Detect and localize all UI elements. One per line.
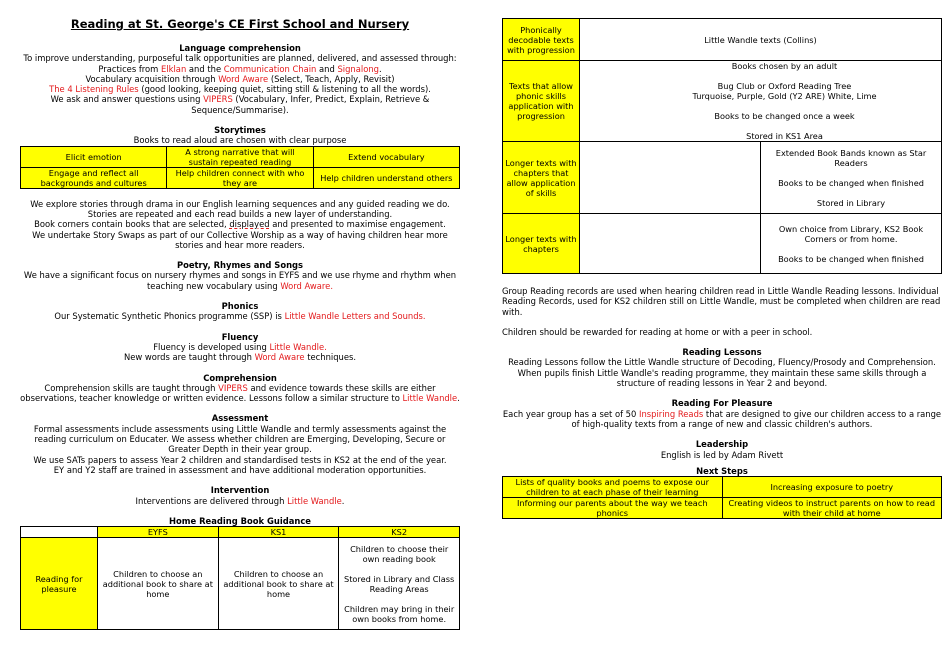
table-cell: A strong narrative that will sustain repeated reading [167,146,313,167]
table-cell [21,527,98,538]
language-line: Vocabulary acquisition through Word Aware (Select, Teach, Apply, Revisit) [85,73,395,84]
table-cell: Help children connect with who they are [167,167,313,188]
home-reading-section [20,516,460,630]
rewarded-text: Children should be rewarded for reading at home or with a peer in school. [502,326,813,337]
little-wandle-link[interactable]: Little Wandle [287,495,342,506]
language-section [20,43,460,115]
phonics-text: Our Systematic Synthetic Phonics programme (SSP) is Little Wandle Letters and Sounds. [54,311,426,322]
table-cell: Extend vocabulary [313,146,459,167]
home-reading-table [20,526,460,630]
listening-rules-link[interactable]: The 4 Listening Rules [49,84,139,95]
table-cell: Little Wandle texts (Collins) [580,19,942,61]
language-heading: Language comprehension [179,43,301,53]
next-steps-table [502,476,942,519]
group-reading-text: Group Reading records are used when hearing children read in Little Wandle Reading lessons. Individual Reading Records, used for KS2 children still on Little Wandle, must be completed when children are read with. [502,286,941,317]
comprehension-text: Comprehension skills are taught through VIPERS and evidence towards these skills are either observations, teacher knowledge or written evidence. Lessons follow a similar structure to Little Wandle. [20,382,460,404]
table-row-label: Longer texts with chapters that allow application of skills [503,142,580,214]
word-aware-link[interactable]: Word Aware. [280,280,333,291]
table-cell: Children to choose their own reading book Stored in Library and Class Reading Areas Children may bring in their own books from home. [339,538,460,630]
intervention-section [20,485,460,506]
storytimes-text: We undertake Story Swaps as part of our Collective Worship as a way of having children hear more stories and hear more readers. [32,229,448,250]
table-header: KS1 [218,527,339,538]
elklan-link[interactable]: Elklan [161,63,187,74]
table-cell [580,142,761,214]
pleasure-section [502,398,942,429]
table-cell [580,214,761,274]
leadership-heading: Leadership [695,439,749,450]
storytimes-section [20,125,460,250]
book-table [502,18,942,274]
storytimes-text: We explore stories through drama in our English learning sequences and any guided reading we do. [30,198,450,209]
table-header: EYFS [98,527,219,538]
language-line: The 4 Listening Rules (good looking, keeping quiet, sitting still & listening to all the words). [49,84,431,95]
leadership-section [502,439,942,460]
storytimes-text: Book corners contain books that are selected, displayed and presented to maximise engagement. [34,219,446,230]
little-wandle-link[interactable]: Little Wandle [402,393,458,404]
poetry-text: We have a significant focus on nursery rhymes and songs in EYFS and we use rhyme and rhythm when teaching new vocabulary using Word Aware. [23,270,457,291]
home-reading-heading: Home Reading Book Guidance [169,515,311,526]
pleasure-heading: Reading For Pleasure [671,398,773,409]
table-cell: Own choice from Library, KS2 Book Corners or from home. Books to be changed when finished [761,214,942,274]
table-cell: Extended Book Bands known as Star Readers Books to be changed when finished Stored in Library [761,142,942,214]
signalong-link[interactable]: Signalong [337,63,379,74]
assessment-text: EY and Y2 staff are trained in assessment and have additional moderation opportunities. [53,464,427,475]
leadership-text: English is led by Adam Rivett [660,449,784,460]
little-wandle-link[interactable]: Little Wandle. [269,341,327,352]
inspiring-reads-link[interactable]: Inspiring Reads [639,408,704,419]
storytimes-heading: Storytimes [214,125,266,136]
reading-lessons-heading: Reading Lessons [682,347,762,358]
phonics-section [20,301,460,322]
left-column [20,0,460,630]
table-cell: Elicit emotion [21,146,167,167]
comprehension-heading: Comprehension [203,372,277,383]
fluency-text: New words are taught through Word Aware techniques. [123,352,357,363]
word-aware-link[interactable]: Word Aware [254,352,305,363]
table-row-label: Phonically decodable texts with progression [503,19,580,61]
storytimes-text: Stories are repeated and each read builds a new layer of understanding. [87,208,393,219]
language-line: To improve understanding, purposeful talk opportunities are planned, delivered, and assessed through: [23,53,457,64]
word-aware-link[interactable]: Word Aware [218,73,269,84]
table-cell: Help children understand others [313,167,459,188]
fluency-heading: Fluency [221,331,259,342]
next-steps-heading: Next Steps [696,465,748,476]
assessment-heading: Assessment [211,413,269,424]
communication-chain-link[interactable]: Communication Chain [223,63,317,74]
vipers-link[interactable]: VIPERS [218,382,248,393]
assessment-text: Formal assessments include assessments using Little Wandle and termly assessments against the reading curriculum on Educater. We assess whether children are Emerging, Developing, Secure or Greater Depth in their year group. [33,423,447,455]
reading-lessons-text: Reading Lessons follow the Little Wandle structure of Decoding, Fluency/Prosody and Comprehension. When pupils finish Little Wandle's reading programme, they maintain these same skills through a structure of reading lessons in Year 2 and beyond. [508,357,936,389]
fluency-text: Fluency is developed using Little Wandle. [153,341,327,352]
table-cell: Lists of quality books and poems to expose our children to at each phase of their learning [503,477,723,498]
pleasure-text: Each year group has a set of 50 Inspiring Reads that are designed to give our children access to a range of high-quality texts from a range of new and classic children's authors. [502,408,942,429]
table-cell: Creating videos to instruct parents on how to read with their child at home [722,498,942,519]
comprehension-section [20,373,460,404]
intervention-text: Interventions are delivered through Little Wandle. [135,495,345,506]
table-cell: Books chosen by an adult Bug Club or Oxford Reading Tree Turquoise, Purple, Gold (Y2 ARE) White, Lime Books to be changed once a week Stored in KS1 Area [580,61,942,142]
table-header: KS2 [339,527,460,538]
page-title: Reading at St. George's CE First School and Nursery [70,17,410,31]
table-cell: Informing our parents about the way we teach phonics [503,498,723,519]
vipers-link[interactable]: VIPERS [203,94,233,105]
phonics-heading: Phonics [221,301,259,312]
storytimes-table [20,146,460,189]
table-row-label: Texts that allow phonic skills application with progression [503,61,580,142]
language-line: Practices from Elklan and the Communication Chain and Signalong. [98,63,382,74]
reading-lessons-section [502,347,942,388]
fluency-section [20,332,460,363]
assessment-text: We use SATs papers to assess Year 2 children and standardised tests in KS2 at the end of the year. [33,454,447,465]
assessment-section [20,413,460,475]
intervention-heading: Intervention [210,485,270,496]
poetry-heading: Poetry, Rhymes and Songs [176,260,304,271]
table-cell: Children to choose an additional book to share at home [98,538,219,630]
little-wandle-link[interactable]: Little Wandle Letters and Sounds. [284,311,426,322]
poetry-section [20,260,460,291]
language-line: We ask and answer questions using VIPERS (Vocabulary, Infer, Predict, Explain, Retrieve & Sequence/Summarise). [50,94,430,115]
table-cell: Increasing exposure to poetry [722,477,942,498]
right-column [502,0,942,519]
storytimes-intro: Books to read aloud are chosen with clear purpose [133,135,347,146]
next-steps-section [502,466,942,519]
table-cell: Children to choose an additional book to share at home [218,538,339,630]
table-cell: Engage and reflect all backgrounds and cultures [21,167,167,188]
table-row-label: Longer texts with chapters [503,214,580,274]
table-row-label: Reading for pleasure [21,538,98,630]
